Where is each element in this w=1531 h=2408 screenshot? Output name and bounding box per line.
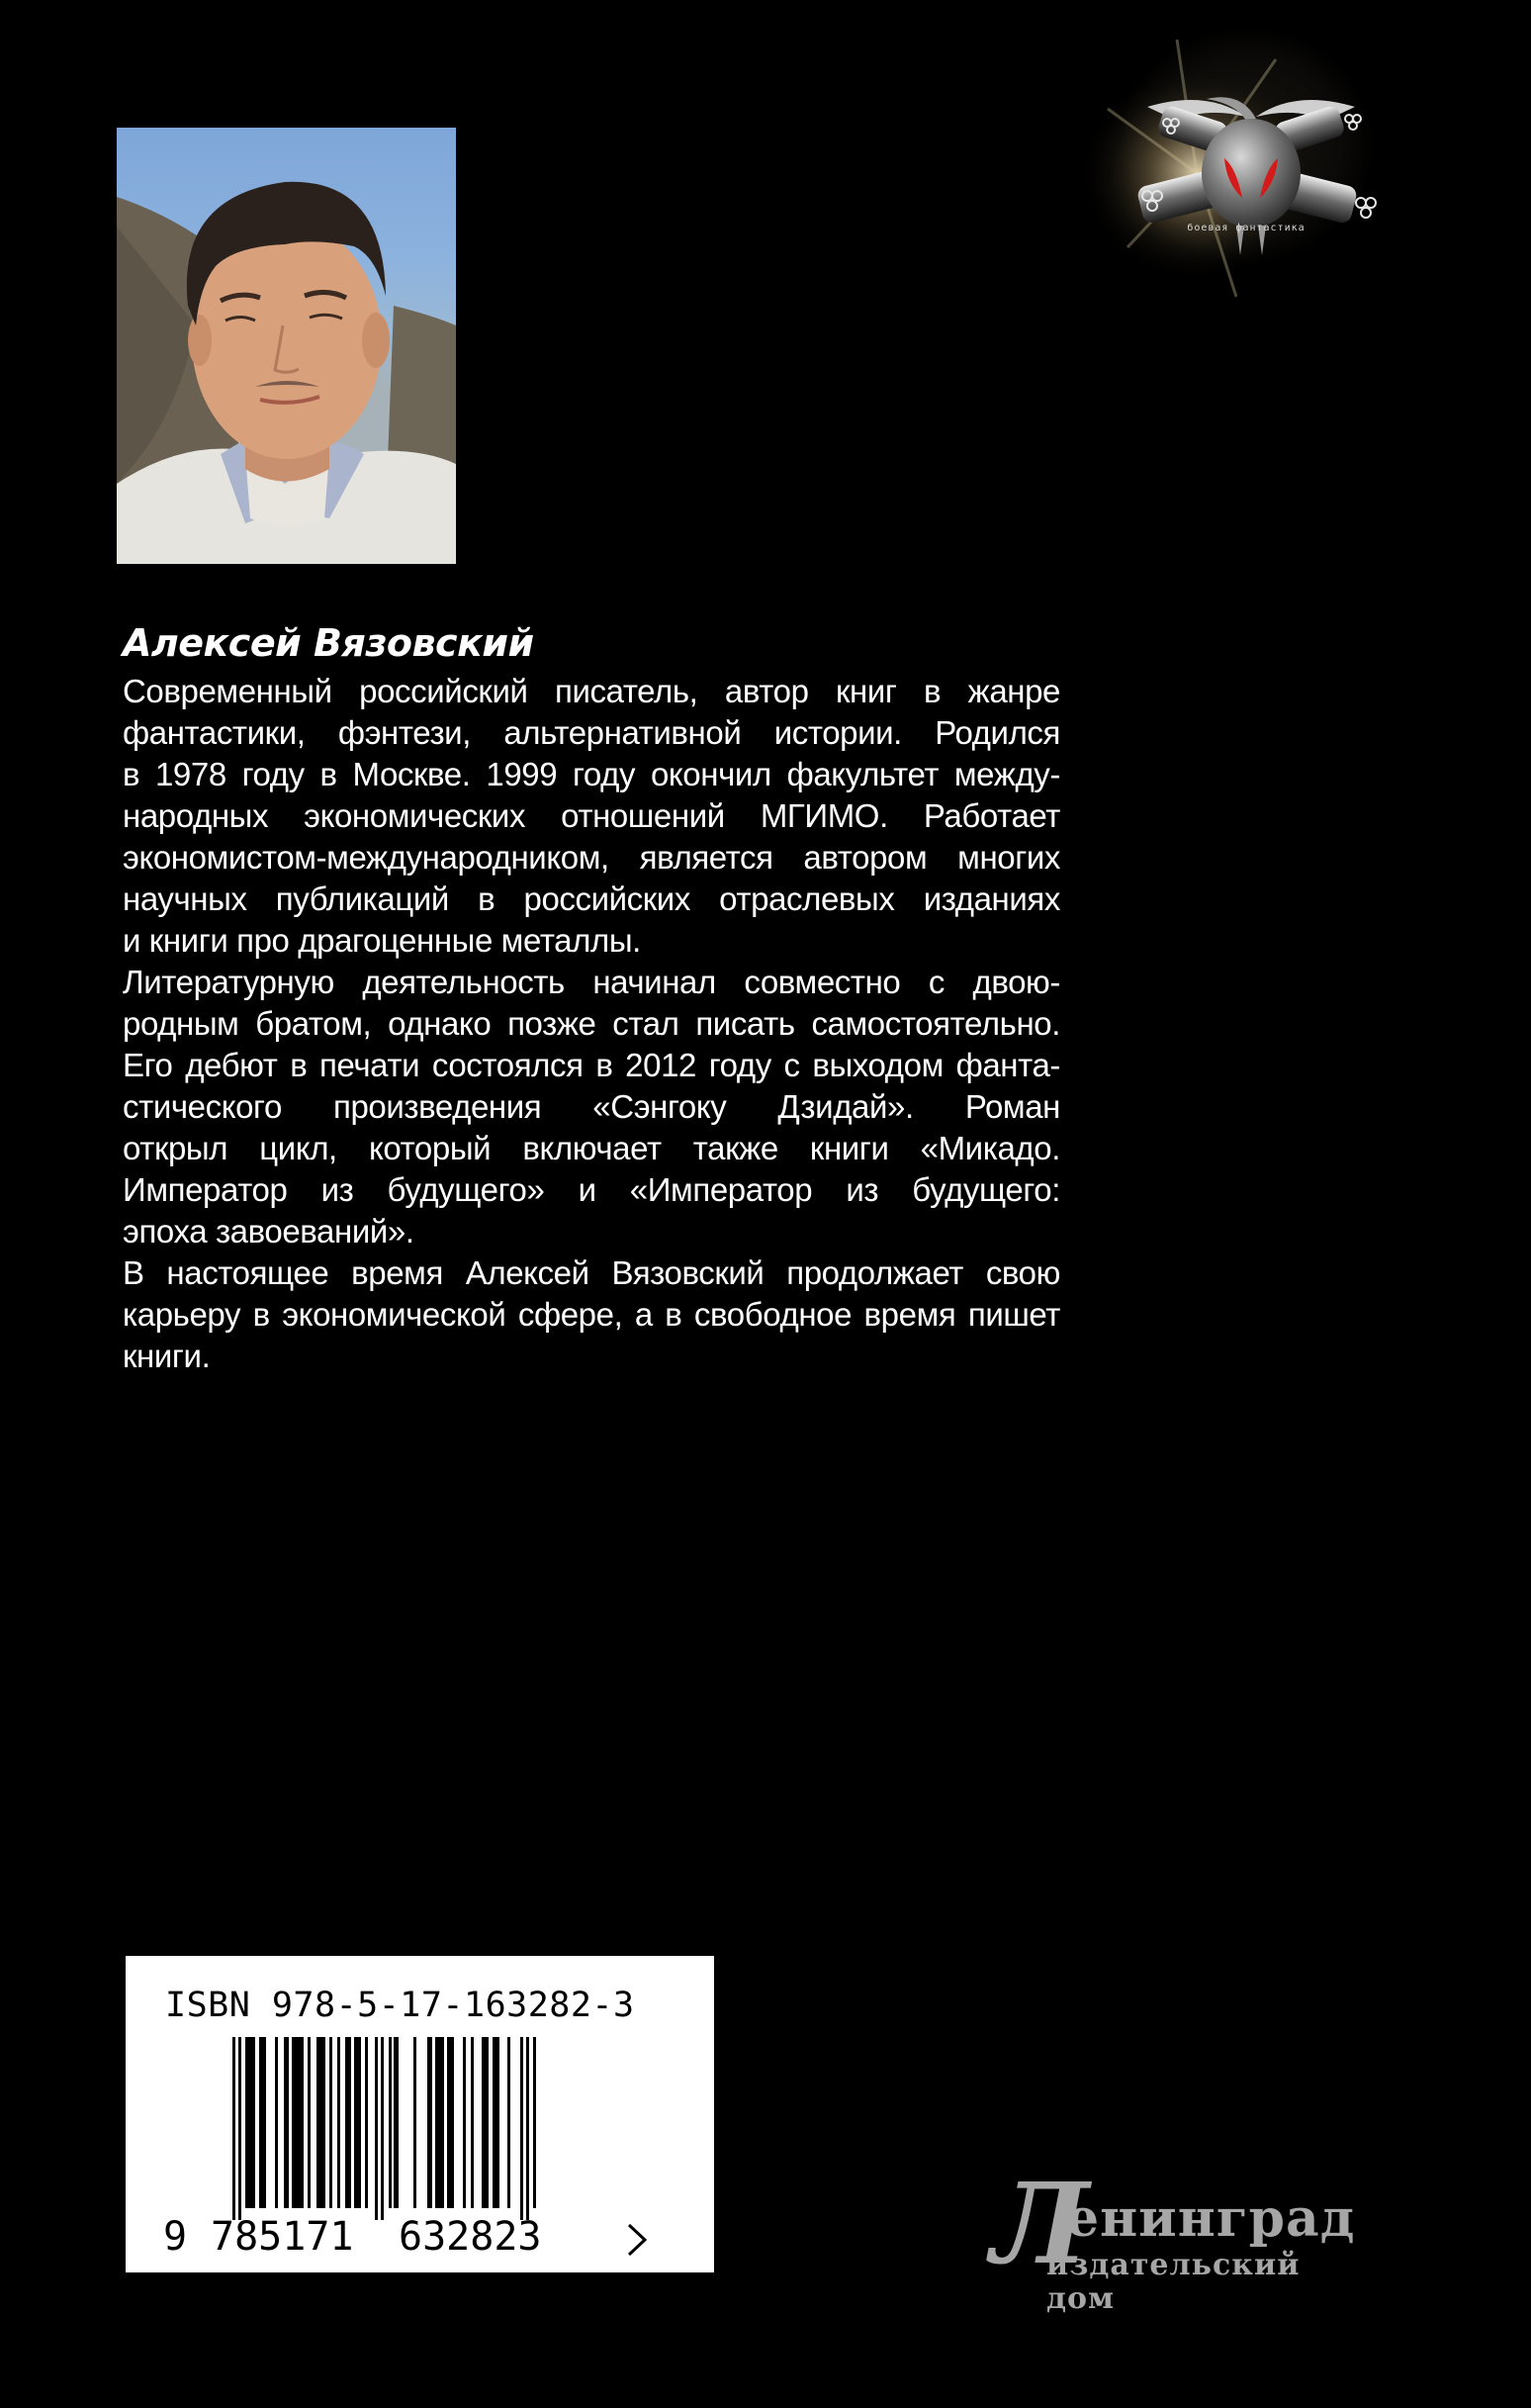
series-logo — [1068, 0, 1424, 346]
isbn-digits-right: 632823 — [399, 2214, 542, 2260]
bio-line: карьеру в экономической сфере, а в свободное время пишет — [123, 1296, 1060, 1333]
isbn-label: ISBN 978-5-17-163282-3 — [165, 1986, 635, 2025]
bio-line: в 1978 году в Москве. 1999 году окончил факультет между- — [123, 756, 1060, 792]
publisher-name: енинград — [1066, 2188, 1356, 2249]
bio-line: научных публикаций в российских отраслевых изданиях — [123, 880, 1060, 917]
bio-line: экономистом-международником, является автором многих — [123, 839, 1060, 876]
bio-text — [123, 671, 1060, 1377]
bio-line: Литературную деятельность начинал совместно с двою- — [123, 964, 1060, 1000]
alien-helmet-with-guns-icon — [1068, 0, 1424, 346]
bio-line: и книги про драгоценные металлы. — [123, 922, 641, 959]
isbn-barcode-block — [126, 1956, 714, 2272]
bio-line: родным братом, однако позже стал писать самостоятельно. — [123, 1005, 1060, 1042]
quiet-zone-chevron-icon — [626, 2223, 648, 2257]
author-name: Алексей Вязовский — [123, 621, 534, 665]
bio-paragraph — [123, 1252, 1060, 1377]
barcode-icon — [232, 2037, 549, 2225]
bio-line: стического произведения «Сэнгоку Дзидай». Роман — [123, 1088, 1060, 1125]
series-caption: боевая фантастика — [1187, 223, 1306, 233]
author-portrait-icon — [117, 128, 456, 564]
publisher-logo — [989, 2160, 1375, 2316]
author-photo — [117, 128, 456, 564]
bio-line: фантастики, фэнтези, альтернативной истории. Родился — [123, 714, 1060, 751]
bio-line: народных экономических отношений МГИМО. Работает — [123, 797, 1060, 834]
publisher-subtitle: издательский дом — [1046, 2248, 1301, 2316]
bio-line: Современный российский писатель, автор книг в жанре — [123, 673, 1060, 709]
bio-paragraph — [123, 671, 1060, 962]
publisher-initial: Л — [991, 2160, 1090, 2289]
bio-line: эпоха завоеваний». — [123, 1213, 414, 1250]
isbn-digit-first: 9 — [163, 2214, 188, 2260]
bio-line: Император из будущего» и «Император из будущего: — [123, 1171, 1060, 1208]
author-bio — [123, 615, 1060, 1377]
bio-line: книги. — [123, 1338, 211, 1374]
bio-line: открыл цикл, который включает также книги «Микадо. — [123, 1130, 1060, 1166]
bio-line: Его дебют в печати состоялся в 2012 году с выходом фанта- — [123, 1047, 1060, 1083]
isbn-digits-left: 785171 — [211, 2214, 354, 2260]
bio-line: В настоящее время Алексей Вязовский продолжает свою — [123, 1254, 1060, 1291]
bio-paragraph — [123, 962, 1060, 1252]
